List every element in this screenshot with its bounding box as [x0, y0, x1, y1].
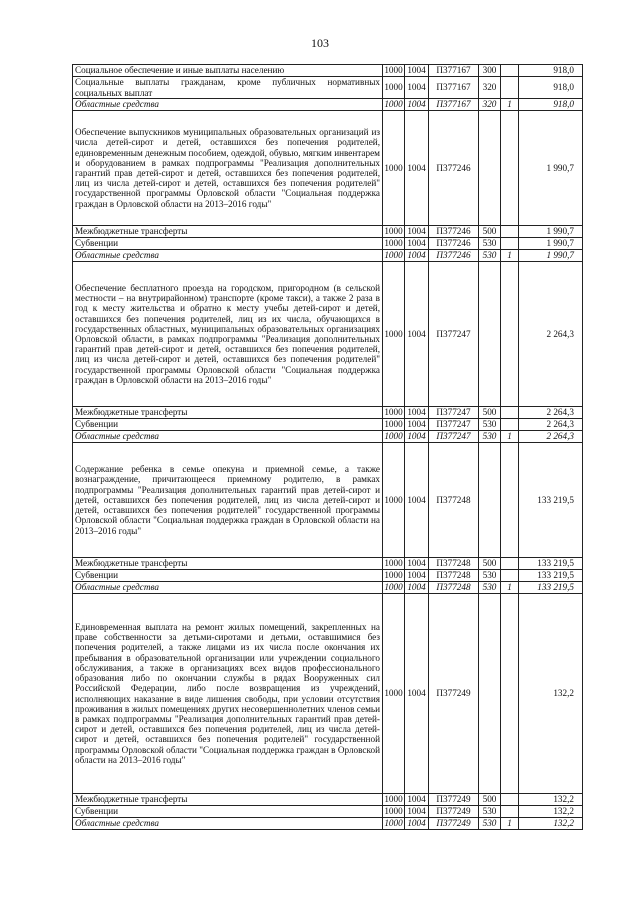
section-code-cell: 1000 [384, 431, 403, 442]
expense-type-cell: 530 [479, 250, 501, 262]
subsection-code-cell: 1004 [405, 558, 429, 570]
amount-cell: 1 990,7 [519, 111, 583, 226]
expense-type-cell: 300 [479, 65, 501, 77]
row-name-cell: Субвенции [73, 238, 383, 250]
subsection-code-cell: 1004 [405, 238, 429, 250]
funding-source-cell [501, 77, 519, 99]
target-article-cell: П377246 [429, 238, 479, 250]
subsection-code-cell: 1004 [405, 570, 429, 582]
expense-type-cell: 530 [479, 431, 501, 443]
table-row [73, 431, 583, 443]
funding-source-cell [501, 262, 519, 407]
expense-type-cell: 530 [479, 419, 501, 431]
funding-source-cell [501, 238, 519, 250]
table-row [73, 806, 583, 818]
expense-type-cell: 320 [479, 99, 501, 111]
row-name-cell: Областные средства [73, 431, 383, 443]
subsection-code-cell: 1004 [405, 65, 429, 77]
amount-cell: 132,2 [519, 794, 583, 806]
funding-source-cell [501, 806, 519, 818]
subsection-code-cell: 1004 [405, 99, 429, 111]
amount-cell: 133 219,5 [519, 558, 583, 570]
row-name-cell: Содержание ребенка в семье опекуна и приемной семье, а также вознаграждение, причитающееся приемному родителю, в рамках подпрограммы "Реализация дополнительных гарантий прав детей-сирот и детей, оставшихся без попечения родителей, лиц из числа детей-сирот и детей, оставшихся без попечения родителей" государственной программы Орловской области "Социальная поддержка граждан в Орловской области на 2013–2016 годы" [73, 443, 383, 558]
row-name-cell: Субвенции [73, 419, 383, 431]
subsection-code-cell: 1004 [405, 262, 429, 407]
subsection-code-cell: 1004 [405, 818, 429, 830]
target-article-cell: П377246 [429, 226, 479, 238]
amount-cell: 918,0 [519, 77, 583, 99]
row-name-cell: Областные средства [73, 582, 383, 594]
target-article-cell: П377249 [429, 794, 479, 806]
funding-source-cell [501, 111, 519, 226]
amount-cell: 132,2 [519, 818, 583, 830]
funding-source-cell: 1 [501, 250, 519, 262]
table-row [73, 226, 583, 238]
expense-type-cell [479, 262, 501, 407]
funding-source-cell [501, 65, 519, 77]
table-row [73, 77, 583, 99]
row-name-cell: Субвенции [73, 806, 383, 818]
table-row [73, 111, 583, 226]
expense-type-cell: 500 [479, 407, 501, 419]
table-row [73, 65, 583, 77]
subsection-code-cell: 1004 [405, 794, 429, 806]
section-code-cell: 1000 [384, 558, 403, 569]
subsection-code-cell: 1004 [405, 419, 429, 431]
section-code-cell: 1000 [384, 582, 403, 593]
table-row [73, 818, 583, 830]
row-name-cell: Областные средства [73, 818, 383, 830]
table-row [73, 443, 583, 558]
row-name-cell: Межбюджетные трансферты [73, 794, 383, 806]
amount-cell: 133 219,5 [519, 443, 583, 558]
table-row [73, 99, 583, 111]
row-name-cell: Межбюджетные трансферты [73, 558, 383, 570]
funding-source-cell [501, 594, 519, 794]
subsection-code-cell: 1004 [405, 77, 429, 99]
target-article-cell: П377247 [429, 407, 479, 419]
table-row [73, 558, 583, 570]
expense-type-cell: 320 [479, 77, 501, 99]
section-code-cell: 1000 [384, 794, 403, 805]
funding-source-cell [501, 794, 519, 806]
subsection-code-cell: 1004 [405, 806, 429, 818]
section-code-cell: 1000 [383, 111, 405, 226]
section-code-cell: 1000 [383, 77, 405, 99]
section-code-cell: 1000 [384, 99, 403, 110]
table-row [73, 419, 583, 431]
expense-type-cell: 530 [479, 238, 501, 250]
section-code-cell: 1000 [384, 65, 403, 76]
subsection-code-cell: 1004 [405, 111, 429, 226]
expense-type-cell: 500 [479, 794, 501, 806]
section-code-cell: 1000 [384, 806, 403, 817]
section-code-cell: 1000 [384, 407, 403, 418]
row-name-cell: Обеспечение выпускников муниципальных образовательных организаций из числа детей-сирот и детей, оставшихся без попечения родителей, единовременным денежным пособием, одеждой, обувью, мягким инвентарем и оборудованием в рамках подпрограммы "Реализация дополнительных гарантий прав детей-сирот и детей, оставшихся без попечения родителей, лиц из числа детей-сирот и детей, оставшихся без попечения родителей" государственной программы Орловской области "Социальная поддержка граждан в Орловской области на 2013–2016 годы" [73, 111, 383, 226]
section-code-cell: 1000 [383, 443, 405, 558]
funding-source-cell [501, 407, 519, 419]
target-article-cell: П377249 [429, 818, 479, 830]
row-name-cell: Межбюджетные трансферты [73, 407, 383, 419]
table-row [73, 582, 583, 594]
target-article-cell: П377246 [429, 111, 479, 226]
expense-type-cell [479, 443, 501, 558]
amount-cell: 918,0 [519, 99, 583, 111]
expense-type-cell: 530 [479, 570, 501, 582]
amount-cell: 132,2 [519, 806, 583, 818]
subsection-code-cell: 1004 [405, 443, 429, 558]
section-code-cell: 1000 [384, 570, 403, 581]
amount-cell: 2 264,3 [519, 431, 583, 443]
row-name-cell: Межбюджетные трансферты [73, 226, 383, 238]
row-name-cell: Субвенции [73, 570, 383, 582]
section-code-cell: 1000 [383, 594, 405, 794]
subsection-code-cell: 1004 [405, 431, 429, 443]
section-code-cell: 1000 [383, 262, 405, 407]
target-article-cell: П377249 [429, 806, 479, 818]
expense-type-cell [479, 594, 501, 794]
target-article-cell: П377167 [429, 77, 479, 99]
amount-cell: 133 219,5 [519, 582, 583, 594]
row-name-cell: Единовременная выплата на ремонт жилых помещений, закрепленных на праве собственности за детьми-сиротами и детьми, оставшимися без попечения родителей, а также лицами из их числа после окончания их пребывания в образовательной организации или учреждении социального обслуживания, а также в организациях всех видов профессионального образования либо по окончании службы в рядах Вооруженных сил Российской Федерации, либо после возвращения из учреждений, исполняющих наказание в виде лишения свободы, при условии отсутствия проживания в жилых помещениях других несовершеннолетних членов семьи в рамках подпрограммы "Реализация дополнительных гарантий прав детей-сирот и детей, оставшихся без попечения родителей, лиц из числа детей-сирот и детей, оставшихся без попечения родителей" государственной программы Орловской области "Социальная поддержка граждан в Орловской области на 2013–2016 годы" [73, 594, 383, 794]
section-code-cell: 1000 [384, 419, 403, 430]
funding-source-cell [501, 226, 519, 238]
subsection-code-cell: 1004 [405, 250, 429, 262]
expense-type-cell: 530 [479, 818, 501, 830]
target-article-cell: П377247 [429, 431, 479, 443]
budget-table-body [73, 65, 583, 830]
row-name-cell: Социальное обеспечение и иные выплаты населению [73, 65, 383, 77]
amount-cell: 2 264,3 [519, 419, 583, 431]
table-row [73, 238, 583, 250]
section-code-cell: 1000 [384, 818, 403, 829]
funding-source-cell: 1 [501, 99, 519, 111]
row-name-cell: Областные средства [73, 250, 383, 262]
subsection-code-cell: 1004 [405, 594, 429, 794]
table-row [73, 794, 583, 806]
expense-type-cell: 530 [479, 582, 501, 594]
target-article-cell: П377167 [429, 99, 479, 111]
target-article-cell: П377248 [429, 582, 479, 594]
amount-cell: 2 264,3 [519, 262, 583, 407]
amount-cell: 133 219,5 [519, 570, 583, 582]
subsection-code-cell: 1004 [405, 226, 429, 238]
target-article-cell: П377248 [429, 443, 479, 558]
subsection-code-cell: 1004 [405, 582, 429, 594]
expense-type-cell: 530 [479, 806, 501, 818]
amount-cell: 1 990,7 [519, 226, 583, 238]
funding-source-cell [501, 558, 519, 570]
table-row [73, 407, 583, 419]
target-article-cell: П377247 [429, 262, 479, 407]
amount-cell: 918,0 [519, 65, 583, 77]
table-row [73, 570, 583, 582]
expense-type-cell: 500 [479, 558, 501, 570]
funding-source-cell: 1 [501, 431, 519, 443]
table-row [73, 594, 583, 794]
amount-cell: 132,2 [519, 594, 583, 794]
amount-cell: 1 990,7 [519, 238, 583, 250]
section-code-cell: 1000 [384, 226, 403, 237]
row-name-cell: Социальные выплаты гражданам, кроме публичных нормативных социальных выплат [73, 77, 383, 99]
funding-source-cell [501, 570, 519, 582]
funding-source-cell [501, 419, 519, 431]
funding-source-cell [501, 443, 519, 558]
section-code-cell: 1000 [384, 250, 403, 261]
row-name-cell: Обеспечение бесплатного проезда на городском, пригородном (в сельской местности – на внутрирайонном) транспорте (кроме такси), а также 2 раза в год к месту жительства и обратно к месту учебы детей-сирот и детей, оставшихся без попечения родителей, лиц из их числа, обучающихся в государственных областных, муниципальных образовательных организациях Орловской области, в рамках подпрограммы "Реализация дополнительных гарантий прав детей-сирот и детей, оставшихся без попечения родителей, лиц из числа детей-сирот и детей, оставшихся без попечения родителей" государственной программы Орловской области "Социальная поддержка граждан в Орловской области на 2013–2016 годы" [73, 262, 383, 407]
funding-source-cell: 1 [501, 582, 519, 594]
page-number: 103 [311, 36, 329, 50]
section-code-cell: 1000 [384, 238, 403, 249]
amount-cell: 2 264,3 [519, 407, 583, 419]
target-article-cell: П377246 [429, 250, 479, 262]
target-article-cell: П377167 [429, 65, 479, 77]
amount-cell: 1 990,7 [519, 250, 583, 262]
expense-type-cell [479, 111, 501, 226]
subsection-code-cell: 1004 [405, 407, 429, 419]
funding-source-cell: 1 [501, 818, 519, 830]
table-row [73, 250, 583, 262]
target-article-cell: П377247 [429, 419, 479, 431]
expense-type-cell: 500 [479, 226, 501, 238]
table-row [73, 262, 583, 407]
target-article-cell: П377249 [429, 594, 479, 794]
row-name-cell: Областные средства [73, 99, 383, 111]
target-article-cell: П377248 [429, 558, 479, 570]
target-article-cell: П377248 [429, 570, 479, 582]
budget-table [72, 64, 583, 830]
